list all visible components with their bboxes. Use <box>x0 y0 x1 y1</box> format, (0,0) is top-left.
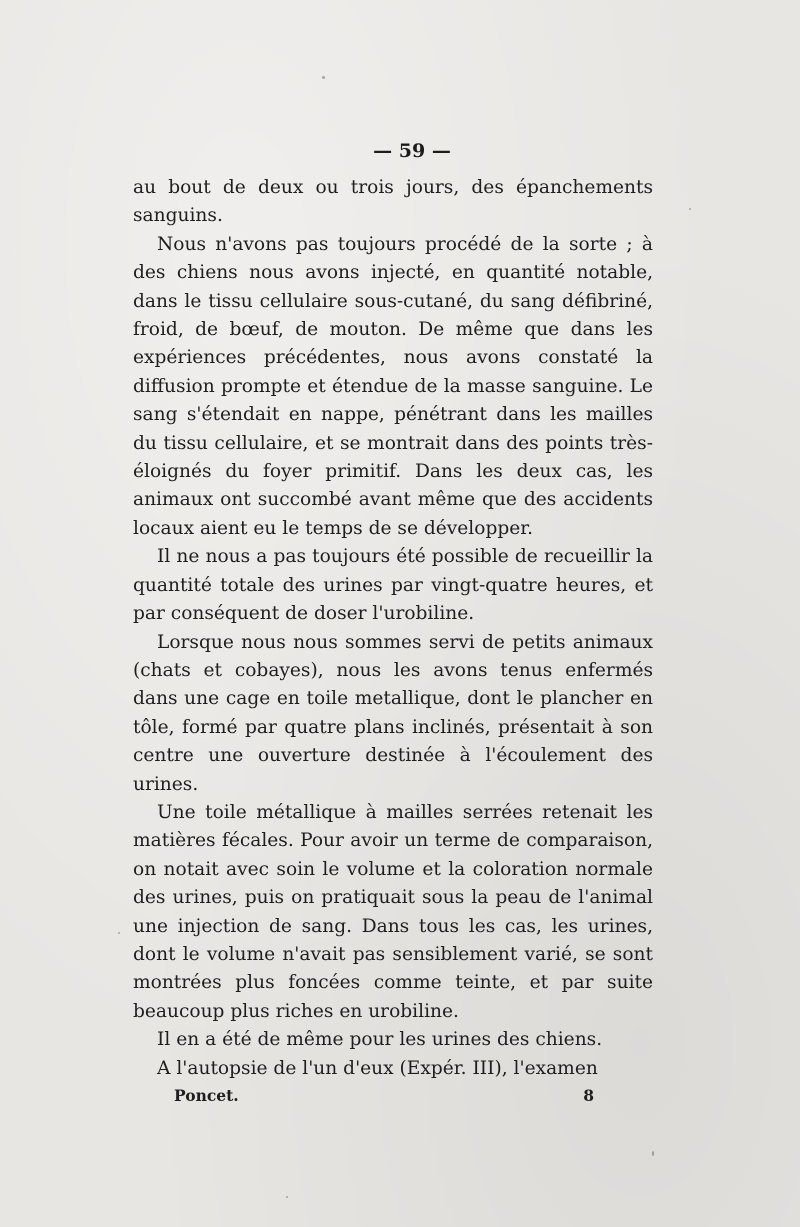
paper-speck <box>118 932 120 934</box>
paragraph: Une toile métallique à mailles serrées retenait les matières fécales. Pour avoir un terme de comparaison, on notait avec soin le volume et la coloration normale des urines, puis on pratiquait sous la peau de l'animal une injection de sang. Dans tous les cas, les urines, dont le volume n'avait pas sensiblement varié, se sont montrées plus foncées comme teinte, et par suite beaucoup plus riches en urobiline. <box>133 801 653 1022</box>
paper-speck <box>652 1151 654 1156</box>
paper-speck <box>286 1196 288 1198</box>
paragraph: A l'autopsie de l'un d'eux (Expér. III), l'examen <box>157 1057 598 1079</box>
signature-mark: 8 <box>583 1086 594 1105</box>
author-name: Poncet. <box>174 1086 239 1105</box>
paper-speck <box>689 208 691 210</box>
paragraph: au bout de deux ou trois jours, des épanchements sanguins. <box>133 177 653 227</box>
paragraph: Il ne nous a pas toujours été possible de recueillir la quantité totale des urines par vingt-quatre heures, et par conséquent de doser l'urobiline. <box>133 546 653 625</box>
paragraph: Nous n'avons pas toujours procédé de la sorte ; à des chiens nous avons injecté, en quantité notable, dans le tissu cellulaire sous-cutané, du sang défibriné, froid, de bœuf, de mouton. De même que dans les expériences précédentes, nous avons constaté la diffusion prompte et étendue de la masse sanguine. Le sang s'étendait en nappe, pénétrant dans les mailles du tissu cellulaire, et se montrait dans des points très-éloignés du foyer primitif. Dans les deux cas, les animaux ont succombé avant même que des accidents locaux aient eu le temps de se développer. <box>133 233 653 539</box>
page-number: — 59 — <box>373 140 451 162</box>
paragraph: Il en a été de même pour les urines des chiens. <box>157 1029 603 1051</box>
body-text <box>133 174 653 1083</box>
paragraph: Lorsque nous nous sommes servi de petits animaux (chats et cobayes), nous les avons tenus enfermés dans une cage en toile metallique, dont le plancher en tôle, formé par quatre plans inclinés, présentait à son centre une ouverture destinée à l'écoulement des urines. <box>133 631 653 795</box>
paper-speck <box>322 76 325 79</box>
